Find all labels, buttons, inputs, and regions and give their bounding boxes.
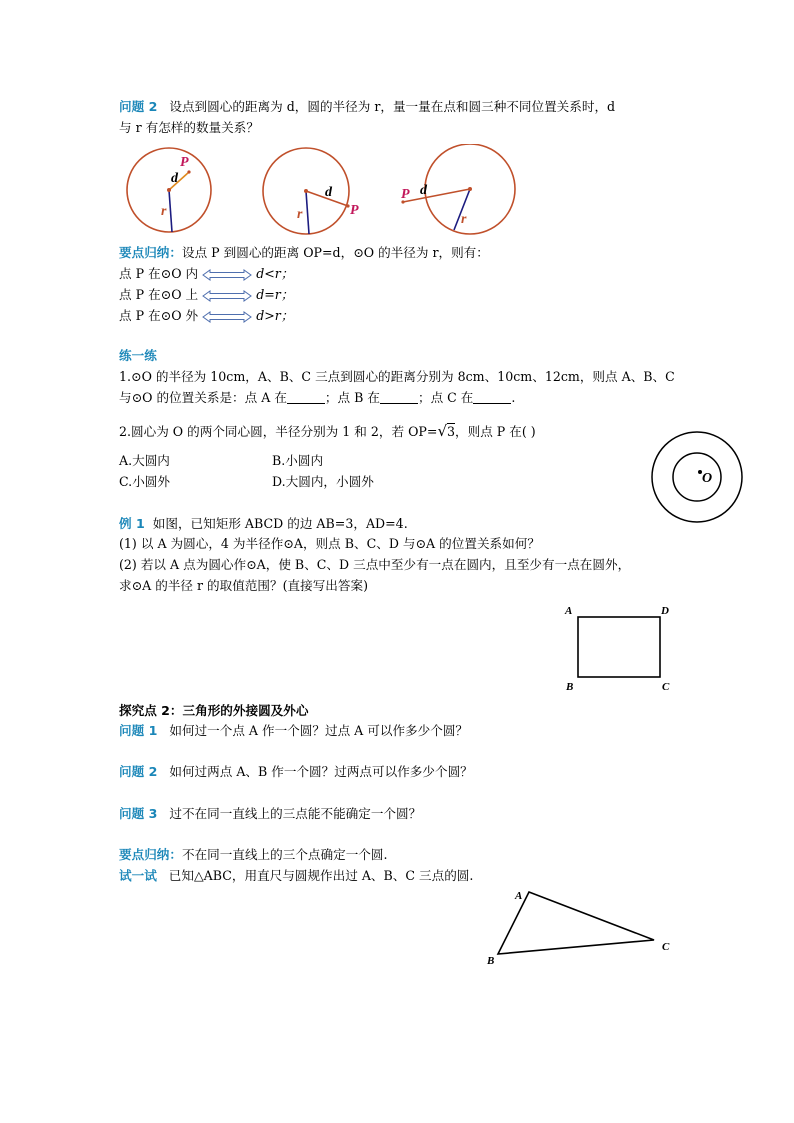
example1-q2-line2: 求⊙A 的半径 r 的取值范围？(直接写出答案) bbox=[119, 578, 369, 593]
point-p-1 bbox=[187, 170, 190, 173]
blank-b[interactable] bbox=[380, 391, 418, 404]
p-label-2: P bbox=[350, 203, 359, 218]
rectangle-abcd-figure bbox=[560, 600, 680, 696]
explore2-q3 bbox=[119, 805, 421, 823]
explore2-q1-label: 问题 1 bbox=[119, 723, 158, 738]
vertex-c: C bbox=[662, 941, 670, 953]
double-arrow-icon bbox=[202, 311, 252, 323]
q2-text1: 设点到圆心的距离为 d，圆的半径为 r，量一量在点和圆三种不同位置关系时，d bbox=[169, 99, 616, 114]
explore2-q2-label: 问题 2 bbox=[119, 764, 158, 779]
example1-q1: (1) 以 A 为圆心，4 为半径作⊙A，则点 B、C、D 与⊙A 的位置关系如何？ bbox=[119, 536, 540, 551]
practice-2-stem bbox=[119, 422, 536, 441]
option-a: A.大圆内 bbox=[119, 453, 170, 468]
example1-intro-text: 如图，已知矩形 ABCD 的边 AB=3，AD=4. bbox=[152, 516, 408, 531]
explore2-summary bbox=[119, 846, 387, 864]
explore2-q1 bbox=[119, 722, 468, 740]
explore2-summary-text: 不在同一直线上的三个点确定一个圆. bbox=[181, 847, 388, 862]
row-left: 点 P 在⊙O 外 bbox=[119, 308, 199, 323]
blank-c[interactable] bbox=[473, 391, 511, 404]
small-circle bbox=[673, 453, 721, 501]
practice-1-line1: 1.⊙O 的半径为 10cm，A、B、C 三点到圆心的距离分别为 8cm、10cm、12cm，则点 A、B、C bbox=[119, 369, 675, 384]
point-circle-figures bbox=[120, 144, 520, 238]
q2-line1 bbox=[119, 98, 615, 116]
figure-inside bbox=[127, 148, 211, 232]
explore2-try-text: 已知△ABC，用直尺与圆规作出过 A、B、C 三点的圆. bbox=[168, 868, 474, 883]
option-b: B.小圆内 bbox=[272, 453, 324, 468]
d-label-1: d bbox=[171, 171, 178, 186]
row-left: 点 P 在⊙O 内 bbox=[119, 266, 199, 281]
rectangle bbox=[578, 617, 660, 677]
double-arrow-icon bbox=[202, 269, 252, 281]
practice-1-line2 bbox=[119, 389, 515, 407]
r-label-1: r bbox=[161, 204, 167, 219]
triangle-abc-figure bbox=[482, 884, 682, 968]
option-c: C.小圆外 bbox=[119, 474, 170, 489]
explore2-try bbox=[119, 867, 473, 885]
vertex-a: A bbox=[515, 890, 523, 902]
example1-q2-line1: (2) 若以 A 点为圆心作⊙A，使 B、C、D 三点中至少有一点在圆内，且至少有一点在圆外， bbox=[119, 557, 631, 572]
r-label-3: r bbox=[461, 212, 467, 227]
explore2-q1-text: 如何过一个点 A 作一个圆？过点 A 可以作多少个圆？ bbox=[169, 723, 469, 738]
blank-a[interactable] bbox=[287, 391, 325, 404]
explore2-q2 bbox=[119, 763, 473, 781]
distance-3 bbox=[403, 189, 470, 202]
summary1-intro bbox=[119, 244, 489, 262]
figure-on bbox=[263, 148, 359, 234]
row-left: 点 P 在⊙O 上 bbox=[119, 287, 199, 302]
vertex-b: B bbox=[566, 681, 574, 693]
summary1-text: 设点 P 到圆心的距离 OP=d，⊙O 的半径为 r，则有： bbox=[181, 245, 489, 260]
p1-text-b: ；点 B 在 bbox=[324, 390, 380, 405]
row-right: d=r； bbox=[256, 287, 294, 302]
practice-label: 练一练 bbox=[119, 348, 157, 363]
p-label-3: P bbox=[401, 187, 410, 202]
radius-1 bbox=[169, 190, 172, 232]
explore2-q3-text: 过不在同一直线上的三点能不能确定一个圆？ bbox=[169, 806, 422, 821]
example1-intro bbox=[119, 515, 408, 533]
summary1-row-outside bbox=[119, 307, 293, 325]
summary1-label: 要点归纳： bbox=[119, 245, 182, 260]
vertex-b: B bbox=[487, 955, 495, 967]
center-3 bbox=[468, 187, 472, 191]
vertex-c: C bbox=[662, 681, 670, 693]
example1-label: 例 1 bbox=[119, 516, 145, 531]
center-label: O bbox=[702, 471, 713, 486]
p1-text-a: 与⊙O 的位置关系是：点 A 在 bbox=[119, 390, 287, 405]
p-label-1: P bbox=[180, 155, 189, 170]
option-d: D.大圆内，小圆外 bbox=[272, 474, 374, 489]
explore2-try-label: 试一试 bbox=[119, 868, 157, 883]
sqrt-value: 3 bbox=[447, 424, 456, 439]
p2-text-b: ，则点 P 在( ) bbox=[455, 424, 536, 439]
summary1-row-on bbox=[119, 286, 293, 304]
explore2-q3-label: 问题 3 bbox=[119, 806, 158, 821]
p1-text-d: . bbox=[511, 390, 516, 405]
concentric-circles-figure bbox=[650, 430, 744, 524]
vertex-d: D bbox=[661, 605, 669, 617]
row-right: d>r； bbox=[256, 308, 294, 323]
p2-text-a: 2.圆心为 O 的两个同心圆，半径分别为 1 和 2，若 OP= bbox=[119, 424, 438, 439]
row-right: d<r； bbox=[256, 266, 294, 281]
explore2-q2-text: 如何过两点 A、B 作一个圆？过两点可以作多少个圆？ bbox=[169, 764, 473, 779]
center-2 bbox=[304, 189, 308, 193]
d-label-3: d bbox=[420, 183, 427, 198]
q2-label: 问题 2 bbox=[119, 99, 158, 114]
r-label-2: r bbox=[297, 207, 303, 222]
summary1-row-inside bbox=[119, 265, 293, 283]
explore2-summary-label: 要点归纳： bbox=[119, 847, 182, 862]
sqrt-icon: √ bbox=[437, 422, 447, 440]
p1-text-c: ；点 C 在 bbox=[417, 390, 474, 405]
vertex-a: A bbox=[565, 605, 573, 617]
double-arrow-icon bbox=[202, 290, 252, 302]
center-1 bbox=[167, 188, 171, 192]
radius-2 bbox=[306, 191, 309, 234]
q2-text2: 与 r 有怎样的数量关系？ bbox=[119, 120, 259, 135]
big-circle bbox=[652, 432, 742, 522]
d-label-2: d bbox=[325, 185, 332, 200]
explore2-title: 探究点 2：三角形的外接圆及外心 bbox=[119, 703, 309, 718]
figure-outside bbox=[401, 144, 515, 234]
